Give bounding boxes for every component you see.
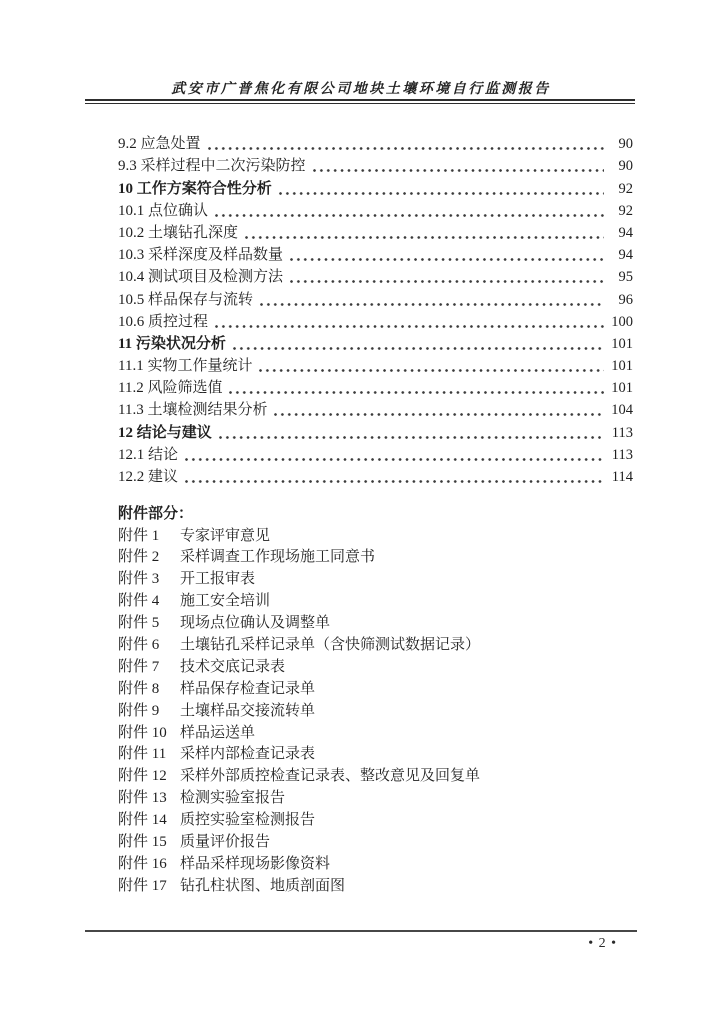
attachment-title: 现场点位确认及调整单 (180, 615, 331, 632)
attachment-title: 检测实验室报告 (180, 790, 286, 807)
attachment-label: 附件 7 (118, 658, 160, 675)
toc-entry-label: 11.2 风险筛选值 (118, 380, 223, 397)
attachment-title: 土壤样品交接流转单 (180, 702, 316, 719)
toc-entry-page: 100 (611, 313, 633, 330)
toc-entry (118, 376, 633, 398)
toc-entry-page: 92 (618, 180, 633, 197)
attachment-label: 附件 1 (118, 527, 160, 544)
toc-entry-label: 12.1 结论 (118, 446, 179, 463)
dot-leader (279, 192, 604, 195)
toc-entry-label: 10 工作方案符合性分析 (118, 180, 272, 197)
attachment-item (118, 569, 638, 591)
toc-entry-page: 92 (618, 202, 633, 219)
dot-leader (215, 214, 604, 217)
dot-leader (274, 413, 604, 416)
toc-entry-page: 96 (618, 291, 633, 308)
attachment-title: 样品保存检查记录单 (180, 680, 316, 697)
toc-entry-label: 12.2 建议 (118, 469, 179, 485)
dot-leader (290, 258, 604, 261)
dot-leader (290, 280, 604, 283)
attachments-section (118, 503, 638, 898)
toc-entry-page: 95 (618, 269, 633, 286)
toc-entry-label: 9.3 采样过程中二次污染防控 (118, 158, 306, 175)
attachments-heading: 附件部分： (118, 506, 194, 522)
attachment-title: 质控实验室检测报告 (180, 812, 316, 829)
attachment-item (118, 613, 638, 635)
toc-entry (118, 465, 633, 487)
toc-entry (118, 354, 633, 376)
toc-entry (118, 243, 633, 265)
toc-entry-label: 11.3 土壤检测结果分析 (118, 402, 268, 419)
attachment-title: 样品运送单 (180, 724, 256, 741)
toc-entry (118, 154, 633, 176)
attachment-label: 附件 14 (118, 812, 167, 829)
attachment-item (118, 547, 638, 569)
attachment-label: 附件 10 (118, 724, 167, 741)
toc-entry-page: 113 (611, 446, 633, 463)
toc-entry (118, 199, 633, 221)
attachment-label: 附件 9 (118, 702, 160, 719)
attachment-item (118, 744, 638, 766)
attachment-item (118, 635, 638, 657)
toc-entry-label: 12 结论与建议 (118, 424, 212, 441)
toc-entry-page: 94 (618, 224, 633, 241)
toc-entry (118, 332, 633, 354)
toc-entry-page: 114 (611, 469, 633, 485)
toc-entry-label: 10.5 样品保存与流转 (118, 291, 254, 308)
attachment-label: 附件 4 (118, 593, 160, 610)
table-of-contents (118, 132, 633, 487)
attachment-item (118, 526, 638, 548)
attachment-title: 专家评审意见 (180, 527, 271, 544)
attachment-item (118, 832, 638, 854)
attachment-title: 技术交底记录表 (180, 658, 286, 675)
attachment-label: 附件 11 (118, 746, 167, 763)
toc-entry (118, 420, 633, 442)
toc-entry-label: 11.1 实物工作量统计 (118, 358, 253, 375)
dot-leader (185, 458, 604, 461)
dot-leader (245, 236, 604, 239)
toc-entry-page: 90 (618, 158, 633, 175)
attachment-label: 附件 3 (118, 571, 160, 588)
attachment-item (118, 723, 638, 745)
attachment-title: 土壤钻孔采样记录单（含快筛测试数据记录） (180, 636, 481, 653)
toc-entry (118, 398, 633, 420)
attachment-label: 附件 15 (118, 833, 167, 850)
dot-leader (219, 436, 604, 439)
dot-leader (233, 347, 604, 350)
attachment-title: 样品采样现场影像资料 (180, 855, 331, 872)
attachment-item (118, 591, 638, 613)
toc-entry-label: 9.2 应急处置 (118, 136, 201, 153)
toc-entry-label: 10.6 质控过程 (118, 313, 209, 330)
header-rule (85, 99, 635, 104)
attachment-item (118, 766, 638, 788)
dot-leader (260, 303, 604, 306)
toc-entry-label: 10.4 测试项目及检测方法 (118, 269, 284, 286)
attachment-title: 质量评价报告 (180, 833, 271, 850)
attachment-label: 附件 17 (118, 877, 167, 894)
toc-entry (118, 310, 633, 332)
header-title: 武安市广普焦化有限公司地块土壤环境自行监测报告 (171, 82, 551, 97)
toc-entry-page: 101 (611, 380, 633, 397)
dot-leader (259, 369, 604, 372)
attachment-title: 施工安全培训 (180, 593, 271, 610)
attachment-label: 附件 5 (118, 615, 160, 632)
toc-entry (118, 176, 633, 198)
dot-leader (229, 391, 604, 394)
attachment-item (118, 810, 638, 832)
attachment-item (118, 876, 638, 898)
attachment-label: 附件 12 (118, 768, 167, 785)
toc-entry (118, 287, 633, 309)
attachment-item (118, 701, 638, 723)
attachment-title: 采样外部质控检查记录表、整改意见及回复单 (180, 768, 481, 785)
attachment-label: 附件 13 (118, 790, 167, 807)
footer-page-number: • 2 • (588, 936, 617, 951)
toc-entry (118, 265, 633, 287)
attachment-label: 附件 6 (118, 636, 160, 653)
toc-entry-label: 11 污染状况分析 (118, 335, 226, 352)
toc-entry (118, 443, 633, 465)
footer-rule (85, 930, 637, 932)
attachment-label: 附件 16 (118, 855, 167, 872)
attachment-item (118, 679, 638, 701)
toc-entry-page: 104 (611, 402, 633, 419)
dot-leader (185, 480, 604, 483)
toc-entry-label: 10.3 采样深度及样品数量 (118, 247, 284, 264)
toc-entry-page: 94 (618, 247, 633, 264)
attachment-item (118, 657, 638, 679)
attachment-title: 开工报审表 (180, 571, 256, 588)
toc-entry-label: 10.1 点位确认 (118, 202, 209, 219)
dot-leader (313, 169, 604, 172)
attachment-title: 采样调查工作现场施工同意书 (180, 549, 376, 566)
attachment-title: 钻孔柱状图、地质剖面图 (180, 877, 346, 894)
attachment-label: 附件 8 (118, 680, 160, 697)
dot-leader (208, 147, 604, 150)
attachment-title: 采样内部检查记录表 (180, 746, 316, 763)
toc-entry-page: 101 (611, 358, 633, 375)
toc-entry-page: 113 (611, 424, 633, 441)
toc-entry-page: 90 (618, 136, 633, 153)
attachment-item (118, 788, 638, 810)
toc-entry-label: 10.2 土壤钻孔深度 (118, 224, 239, 241)
toc-entry-page: 101 (611, 335, 633, 352)
attachment-label: 附件 2 (118, 549, 160, 566)
toc-entry (118, 132, 633, 154)
dot-leader (215, 325, 604, 328)
toc-entry (118, 221, 633, 243)
attachment-item (118, 854, 638, 876)
